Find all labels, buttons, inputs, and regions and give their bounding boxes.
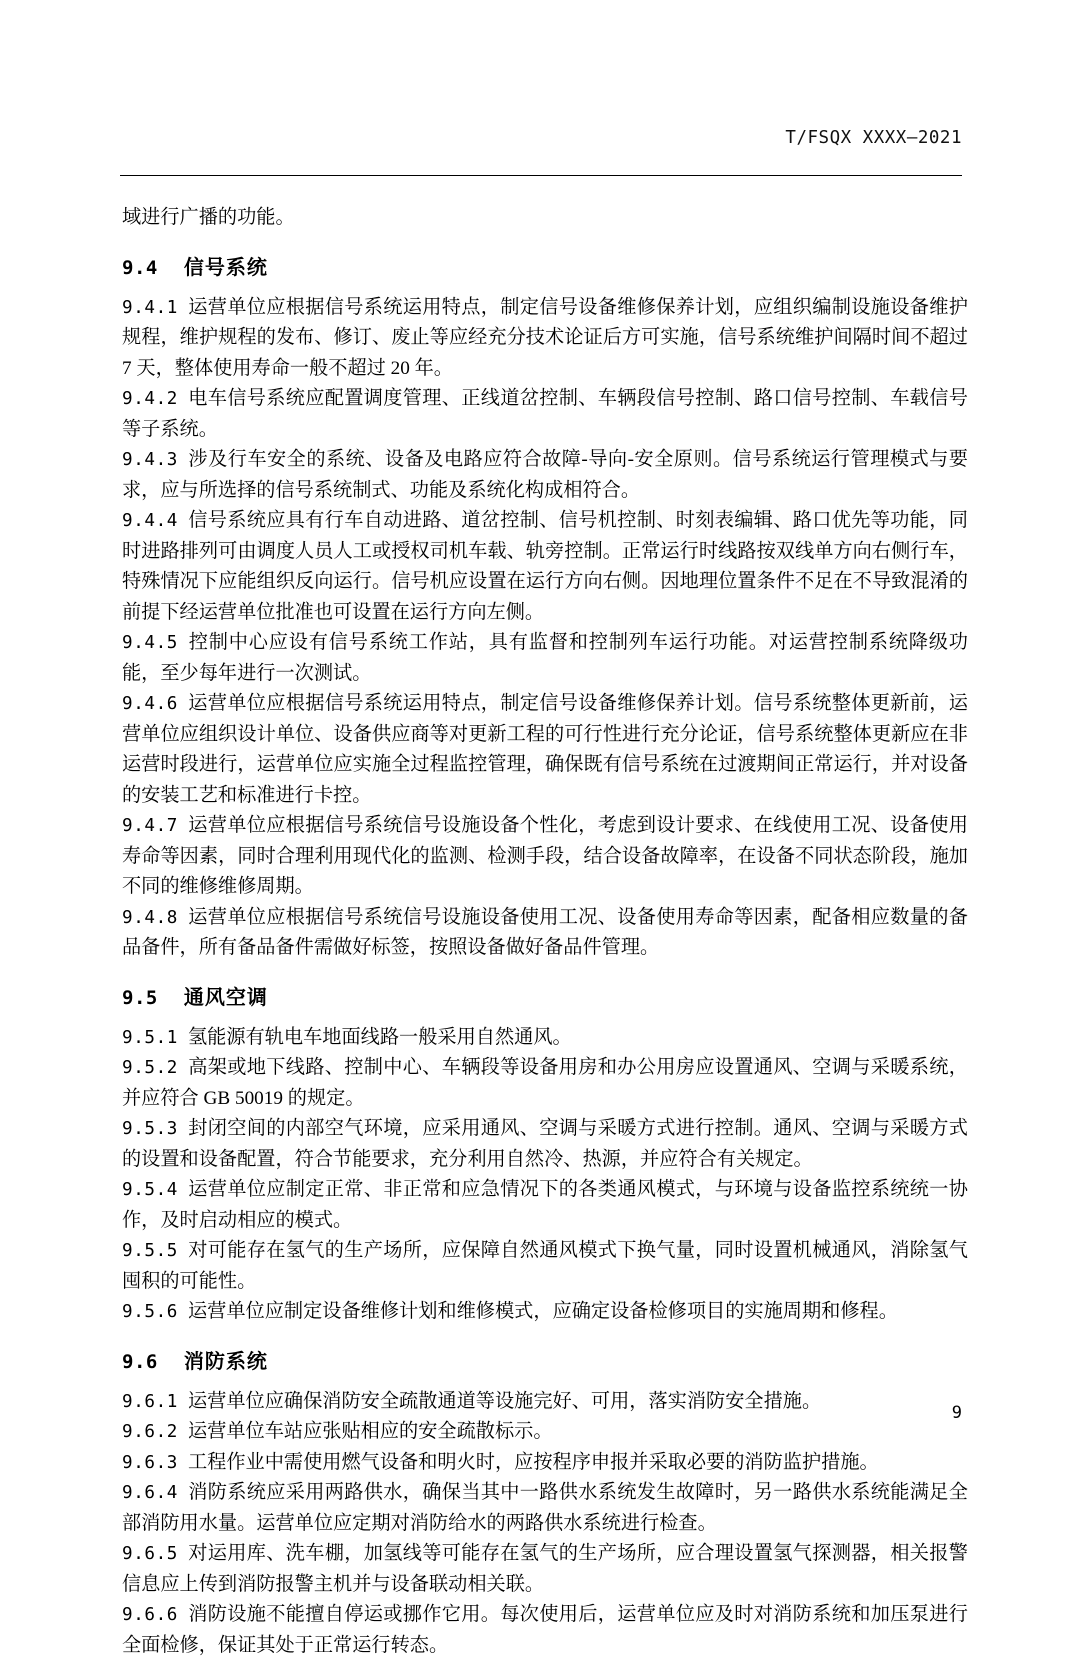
clause — [122, 1053, 968, 1114]
section-heading-9-6 — [122, 1345, 968, 1374]
clause-number: 9.5.5 — [122, 1241, 178, 1261]
clause — [122, 689, 968, 811]
clause-number: 9.5.6 — [122, 1302, 178, 1322]
clause — [122, 628, 968, 689]
section-number: 9.4 — [122, 256, 158, 279]
section-heading-9-5 — [122, 981, 968, 1010]
clause-text: 封闭空间的内部空气环境，应采用通风、空调与采暖方式进行控制。通风、空调与采暖方式的设置和设备配置，符合节能要求，充分利用自然冷、热源，并应符合有关规定。 — [122, 1118, 968, 1170]
clause-number: 9.5.2 — [122, 1058, 178, 1078]
section-number: 9.6 — [122, 1350, 158, 1373]
clause — [122, 384, 968, 445]
clause-text: 运营单位应根据信号系统信号设施设备个性化，考虑到设计要求、在线使用工况、设备使用寿命等因素，同时合理利用现代化的监测、检测手段，结合设备故障率，在设备不同状态阶段，施加不同的维修维修周期。 — [122, 815, 968, 897]
header-rule — [120, 175, 962, 176]
clause-text: 涉及行车安全的系统、设备及电路应符合故障-导向-安全原则。信号系统运行管理模式与要求，应与所选择的信号系统制式、功能及系统化构成相符合。 — [122, 449, 968, 501]
clause — [122, 445, 968, 506]
clause-number: 9.5.3 — [122, 1119, 178, 1139]
clause-text: 电车信号系统应配置调度管理、正线道岔控制、车辆段信号控制、路口信号控制、车载信号等子系统。 — [122, 388, 968, 440]
clause-text: 高架或地下线路、控制中心、车辆段等设备用房和办公用房应设置通风、空调与采暖系统，并应符合 GB 50019 的规定。 — [122, 1057, 968, 1109]
clause-text: 运营单位应根据信号系统运用特点，制定信号设备维修保养计划。信号系统整体更新前，运营单位应组织设计单位、设备供应商等对更新工程的可行性进行充分论证，信号系统整体更新应在非运营时段进行，运营单位应实施全过程监控管理，确保既有信号系统在过渡期间正常运行，并对设备的安装工艺和标准进行卡控。 — [122, 693, 968, 806]
clause-number: 9.6.3 — [122, 1452, 178, 1473]
clause — [122, 1236, 968, 1297]
section-title: 消防系统 — [183, 1348, 268, 1373]
clause — [122, 903, 968, 964]
clause — [122, 1114, 968, 1175]
clause-text: 运营单位应制定正常、非正常和应急情况下的各类通风模式，与环境与设备监控系统统一协作，及时启动相应的模式。 — [122, 1179, 968, 1231]
clause-text: 消防系统应采用两路供水，确保当其中一路供水系统发生故障时，另一路供水系统能满足全部消防用水量。运营单位应定期对消防给水的两路供水系统进行检查。 — [122, 1482, 968, 1534]
clause-text: 运营单位应根据信号系统信号设施设备使用工况、设备使用寿命等因素，配备相应数量的备品备件，所有备品备件需做好标签，按照设备做好备品件管理。 — [122, 906, 968, 958]
clause — [122, 1175, 968, 1236]
page-content — [122, 203, 968, 1661]
clause-text: 对可能存在氢气的生产场所，应保障自然通风模式下换气量，同时设置机械通风，消除氢气囤积的可能性。 — [122, 1240, 968, 1292]
clause-number: 9.6.5 — [122, 1544, 178, 1564]
clause-number: 9.6.2 — [122, 1422, 178, 1442]
clause — [122, 1478, 968, 1539]
clause — [122, 1297, 968, 1328]
page-number: 9 — [951, 1403, 962, 1423]
clause-text: 运营单位应根据信号系统运用特点，制定信号设备维修保养计划，应组织编制设施设备维护规程，维护规程的发布、修订、废止等应经充分技术论证后方可实施，信号系统维护间隔时间不超过 7 天，整体使用寿命一般不超过 20 年。 — [122, 296, 968, 379]
clause-text: 对运用库、洗车棚，加氢线等可能存在氢气的生产场所，应合理设置氢气探测器，相关报警信息应上传到消防报警主机并与设备联动相关联。 — [122, 1543, 968, 1595]
clause-text: 消防设施不能擅自停运或挪作它用。每次使用后，运营单位应及时对消防系统和加压泵进行全面检修，保证其处于正常运行转态。 — [122, 1604, 968, 1656]
clause — [122, 293, 968, 385]
section-number: 9.5 — [122, 986, 158, 1009]
clause — [122, 811, 968, 903]
clause — [122, 1600, 968, 1661]
clause-number: 9.6.6 — [122, 1605, 178, 1625]
clause-text: 氢能源有轨电车地面线路一般采用自然通风。 — [187, 1026, 572, 1048]
clause-text: 工程作业中需使用燃气设备和明火时，应按程序申报并采取必要的消防监护措施。 — [187, 1451, 879, 1473]
clause-number: 9.4.2 — [122, 389, 178, 409]
clause-text: 运营单位车站应张贴相应的安全疏散标示。 — [187, 1421, 553, 1442]
clause-number: 9.5.4 — [122, 1180, 178, 1200]
clause-number: 9.6.4 — [122, 1483, 178, 1503]
clause — [122, 1417, 968, 1448]
clause-number: 9.4.1 — [122, 297, 178, 318]
clause-number: 9.4.7 — [122, 816, 178, 836]
clause-number: 9.4.5 — [122, 633, 178, 653]
clause-number: 9.6.1 — [122, 1391, 178, 1412]
clause — [122, 1539, 968, 1600]
clause-text: 运营单位应制定设备维修计划和维修模式，应确定设备检修项目的实施周期和修程。 — [187, 1301, 898, 1322]
clause-text: 运营单位应确保消防安全疏散通道等设施完好、可用，落实消防安全措施。 — [187, 1390, 822, 1412]
clause — [122, 1023, 968, 1054]
section-heading-9-4 — [122, 251, 968, 280]
clause-number: 9.4.4 — [122, 511, 178, 531]
clause-number: 9.4.8 — [122, 907, 178, 928]
clause — [122, 1387, 968, 1418]
page-header: T/FSQX XXXX—2021 — [785, 128, 962, 148]
clause — [122, 506, 968, 628]
section-title: 通风空调 — [183, 984, 268, 1009]
continued-paragraph: 域进行广播的功能。 — [122, 207, 295, 228]
clause-number: 9.4.6 — [122, 694, 178, 714]
clause-number: 9.5.1 — [122, 1027, 178, 1048]
clause-number: 9.4.3 — [122, 450, 178, 470]
clause — [122, 1448, 968, 1479]
section-title: 信号系统 — [183, 254, 268, 279]
clause-text: 信号系统应具有行车自动进路、道岔控制、信号机控制、时刻表编辑、路口优先等功能，同时进路排列可由调度人员人工或授权司机车载、轨旁控制。正常运行时线路按双线单方向右侧行车，特殊情况下应能组织反向运行。信号机应设置在运行方向右侧。因地理位置条件不足在不导致混淆的前提下经运营单位批准也可设置在运行方向左侧。 — [122, 510, 968, 623]
clause-text: 控制中心应设有信号系统工作站，具有监督和控制列车运行功能。对运营控制系统降级功能，至少每年进行一次测试。 — [122, 632, 968, 684]
